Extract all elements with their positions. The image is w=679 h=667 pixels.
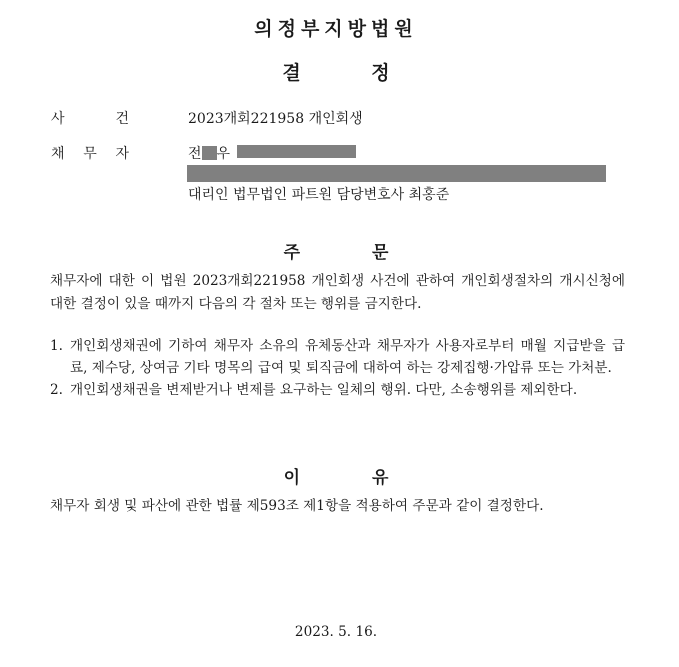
name-redaction [202, 146, 217, 160]
order-item [50, 335, 625, 379]
debtor-name-last: 우 [216, 146, 231, 162]
order-item-number: 1. [50, 338, 63, 354]
order-item-text: 개인회생채권에 기하여 채무자 소유의 유체동산과 채무자가 사용자로부터 매월 지급받을 급료, 제수당, 상여금 기타 명목의 급여 및 퇴직금에 대하여 하는 강제집행·가압류 또는 가처분. [70, 338, 625, 376]
case-label: 사 건 [51, 111, 129, 127]
court-name: 의정부지방법원 [254, 18, 418, 40]
reason-text: 채무자 회생 및 파산에 관한 법률 제593조 제1항을 적용하여 주문과 같이 결정한다. [50, 498, 544, 514]
debtor-name-first: 전 [188, 146, 202, 162]
id-number-redaction [237, 145, 356, 158]
address-redaction [187, 165, 606, 182]
decision-date: 2023. 5. 16. [294, 624, 378, 640]
debtor-name [188, 143, 230, 163]
order-heading: 주 문 [283, 243, 389, 263]
order-item-number: 2. [50, 382, 63, 398]
order-intro: 채무자에 대한 이 법원 2023개회221958 개인회생 사건에 관하여 개인회생절차의 개시신청에 대한 결정이 있을 때까지 다음의 각 절차 또는 행위를 금지한다. [50, 273, 625, 312]
order-item-text: 개인회생채권을 변제받거나 변제를 요구하는 일체의 행위. 다만, 소송행위를 제외한다. [70, 382, 578, 398]
reason-heading: 이 유 [283, 468, 389, 488]
document-title: 결 정 [282, 62, 390, 84]
order-item [50, 379, 625, 401]
attorney-line: 대리인 법무법인 파트원 담당변호사 최홍준 [188, 187, 450, 203]
case-number: 2023개회221958 개인회생 [188, 111, 363, 127]
debtor-label: 채 무 자 [51, 146, 129, 162]
order-items [50, 335, 625, 401]
